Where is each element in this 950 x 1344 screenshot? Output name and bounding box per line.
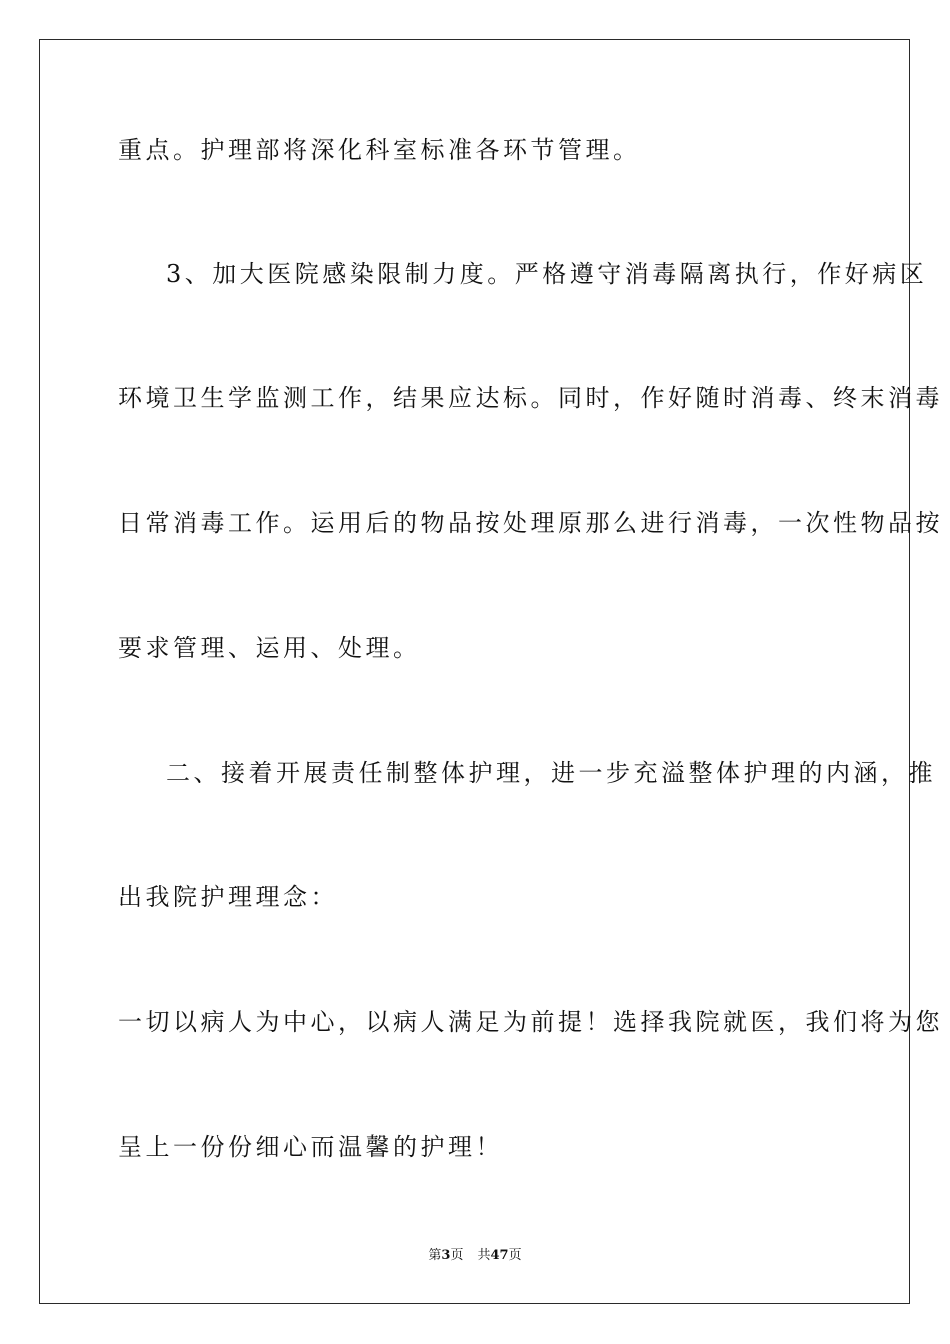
page-suffix: 页: [450, 1248, 464, 1263]
page-border: [39, 39, 943, 1304]
paragraph-line-2: 3、加大医院感染限制力度。严格遵守消毒隔离执行，作好病区: [166, 260, 928, 288]
paragraph-line-3: 环境卫生学监测工作，结果应达标。同时，作好随时消毒、终末消毒: [118, 384, 943, 412]
page-number: 3: [441, 1248, 451, 1263]
page-footer: [0, 1246, 950, 1266]
paragraph-line-6: 二、接着开展责任制整体护理，进一步充溢整体护理的内涵，推: [166, 759, 936, 787]
page-prefix: 第: [428, 1248, 442, 1263]
paragraph-line-5: 要求管理、运用、处理。: [118, 634, 421, 662]
total-suffix: 页: [508, 1248, 522, 1263]
total-pages: 47: [490, 1248, 509, 1263]
paragraph-line-7: 出我院护理理念：: [118, 883, 338, 911]
paragraph-line-4: 日常消毒工作。运用后的物品按处理原那么进行消毒，一次性物品按: [118, 509, 943, 537]
paragraph-line-9: 呈上一份份细心而温馨的护理！: [118, 1133, 503, 1161]
total-prefix: 共: [477, 1248, 491, 1263]
paragraph-line-8: 一切以病人为中心，以病人满足为前提！选择我院就医，我们将为您: [118, 1008, 943, 1036]
paragraph-line-1: 重点。护理部将深化科室标准各环节管理。: [118, 136, 641, 164]
